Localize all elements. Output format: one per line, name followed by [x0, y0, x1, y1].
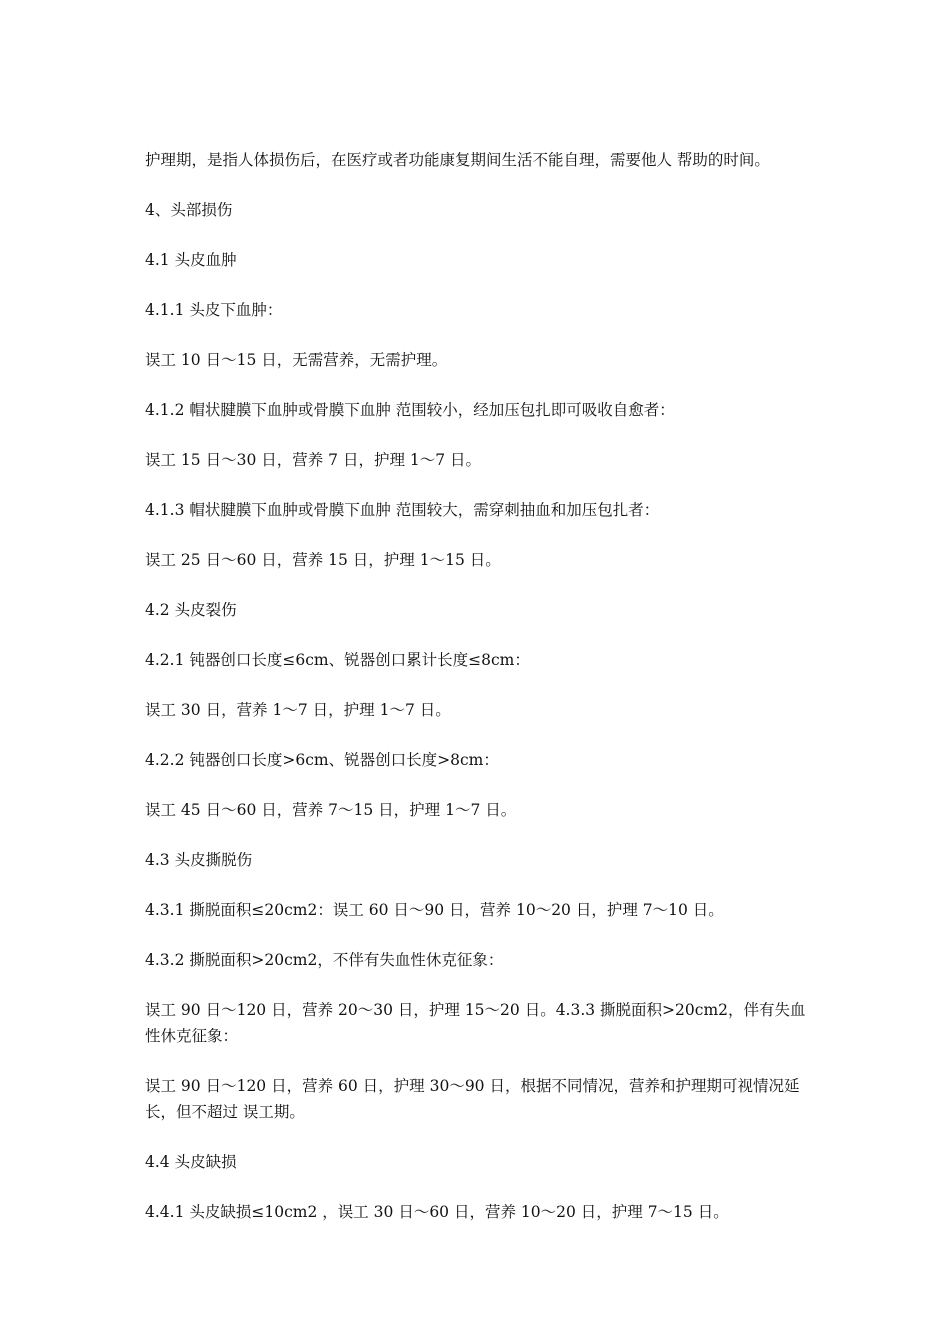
item-4-2-1-periods: 误工 30 日，营养 1～7 日，护理 1～7 日。: [145, 701, 451, 719]
item-4-1-2-periods: 误工 15 日～30 日，营养 7 日，护理 1～7 日。: [145, 451, 482, 469]
heading-head-injury: 4、头部损伤: [145, 201, 233, 219]
item-4-1-2: 4.1.2 帽状腱膜下血肿或骨膜下血肿 范围较小，经加压包扎即可吸收自愈者：: [145, 401, 675, 419]
item-4-1-1: 4.1.1 头皮下血肿：: [145, 301, 283, 319]
item-4-1-3: 4.1.3 帽状腱膜下血肿或骨膜下血肿 范围较大，需穿刺抽血和加压包扎者：: [145, 501, 660, 519]
item-4-2-1: 4.2.1 钝器创口长度≤6cm、锐器创口累计长度≤8cm：: [145, 651, 530, 669]
heading-scalp-laceration: 4.2 头皮裂伤: [145, 601, 237, 619]
document-body: [145, 147, 810, 1249]
item-4-1-3-periods: 误工 25 日～60 日，营养 15 日，护理 1～15 日。: [145, 551, 501, 569]
item-4-3-2: 4.3.2 撕脱面积>20cm2，不伴有失血性休克征象：: [145, 951, 504, 969]
paragraph-nursing-definition: 护理期，是指人体损伤后，在医疗或者功能康复期间生活不能自理，需要他人 帮助的时间。: [145, 151, 770, 169]
item-4-4-1: 4.4.1 头皮缺损≤10cm2 ，误工 30 日～60 日，营养 10～20 日，护理 7～15 日。: [145, 1203, 729, 1221]
item-4-3-2-periods: 误工 90 日～120 日，营养 20～30 日，护理 15～20 日。4.3.3 撕脱面积>20cm2，伴有失血性休克征象：: [145, 1001, 806, 1045]
item-4-2-2-periods: 误工 45 日～60 日，营养 7～15 日，护理 1～7 日。: [145, 801, 517, 819]
item-4-1-1-periods: 误工 10 日～15 日，无需营养，无需护理。: [145, 351, 448, 369]
item-4-2-2: 4.2.2 钝器创口长度>6cm、锐器创口长度>8cm：: [145, 751, 499, 769]
item-4-3-3-periods: 误工 90 日～120 日，营养 60 日，护理 30～90 日，根据不同情况，营养和护理期可视情况延长，但不超过 误工期。: [145, 1077, 800, 1121]
item-4-3-1: 4.3.1 撕脱面积≤20cm2：误工 60 日～90 日，营养 10～20 日，护理 7～10 日。: [145, 901, 724, 919]
heading-scalp-avulsion: 4.3 头皮撕脱伤: [145, 851, 253, 869]
heading-scalp-defect: 4.4 头皮缺损: [145, 1153, 237, 1171]
heading-scalp-hematoma: 4.1 头皮血肿: [145, 251, 237, 269]
